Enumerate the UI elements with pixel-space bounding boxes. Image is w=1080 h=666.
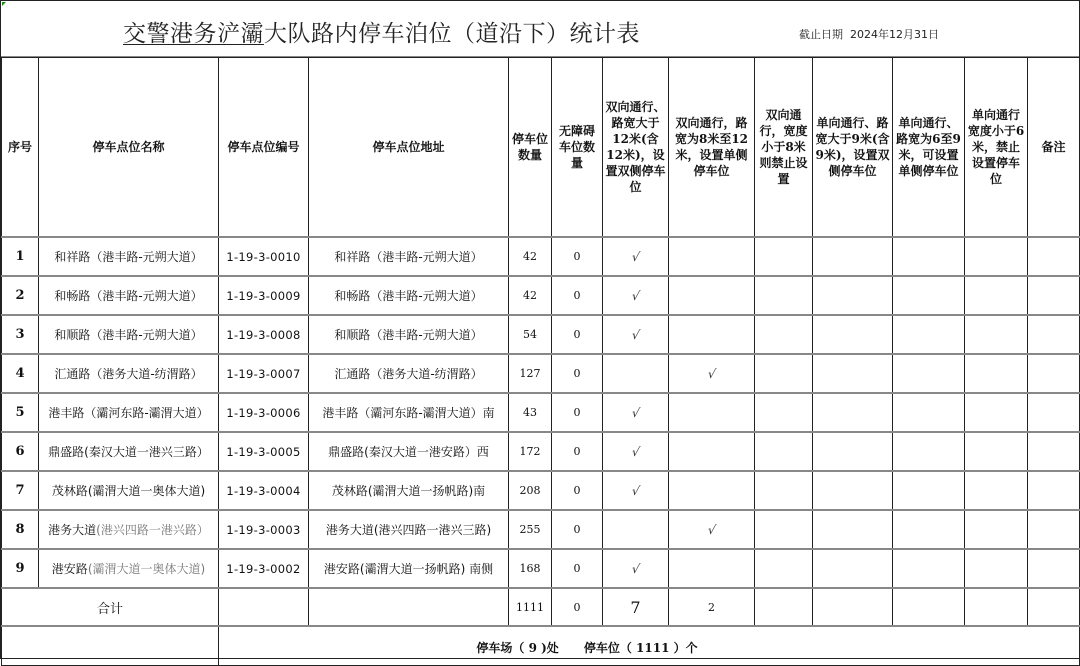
cell-two-way-lt8[interactable]: [755, 393, 813, 432]
cell-one-way-lt6[interactable]: [965, 471, 1028, 510]
name-text: 港安路: [51, 562, 88, 576]
cell-two-way-8-12[interactable]: [669, 276, 755, 315]
cell-remarks[interactable]: [1028, 315, 1080, 354]
cell-two-way-ge12[interactable]: [603, 315, 669, 354]
cell-seq[interactable]: 3: [2, 315, 39, 354]
cell-remarks[interactable]: [1028, 393, 1080, 432]
cell-accessible[interactable]: 0: [552, 549, 603, 588]
cell-two-way-8-12[interactable]: [669, 393, 755, 432]
cell-one-way-ge9[interactable]: [813, 354, 893, 393]
cell-one-way-ge9[interactable]: [813, 315, 893, 354]
cell-seq[interactable]: 1: [2, 237, 39, 276]
cell-two-way-8-12[interactable]: [669, 432, 755, 471]
cell-spaces[interactable]: 43: [509, 393, 552, 432]
cell-spaces[interactable]: 54: [509, 315, 552, 354]
table-row: [2, 432, 1080, 471]
cell-address[interactable]: 鼎盛路(秦汉大道一港安路）西: [309, 432, 509, 471]
name-text: 和畅路（港丰路-元朔大道）: [54, 289, 203, 303]
cell-seq[interactable]: 5: [2, 393, 39, 432]
table-row: [2, 471, 1080, 510]
header-one-way-6-9: 单向通行、路宽为6至9米，可设置单侧停车位: [893, 58, 965, 238]
cell-two-way-ge12[interactable]: [603, 393, 669, 432]
cell-remarks[interactable]: [1028, 354, 1080, 393]
cell-remarks[interactable]: [1028, 549, 1080, 588]
header-accessible: 无障碍车位数量: [552, 58, 603, 238]
cell-two-way-8-12[interactable]: [669, 549, 755, 588]
header-code: 停车点位编号: [219, 58, 309, 238]
cell-two-way-lt8[interactable]: [755, 276, 813, 315]
cell-remarks[interactable]: [1028, 471, 1080, 510]
cell-name[interactable]: [39, 237, 219, 276]
cell-address[interactable]: 和祥路（港丰路-元朔大道）: [309, 237, 509, 276]
cell-code[interactable]: 1-19-3-0009: [219, 276, 309, 315]
header-two-way-ge12: 双向通行、路宽大于12米(含12米)，设置双侧停车位: [603, 58, 669, 238]
cell-address[interactable]: 和畅路（港丰路-元朔大道）: [309, 276, 509, 315]
cell-one-way-6-9[interactable]: [893, 276, 965, 315]
cell-one-way-6-9[interactable]: [893, 510, 965, 549]
cell-one-way-ge9[interactable]: [813, 276, 893, 315]
cell-one-way-ge9[interactable]: [813, 432, 893, 471]
cell-remarks[interactable]: [1028, 276, 1080, 315]
name-text-gray: (灞渭大道一奥体大道): [87, 562, 206, 576]
total-row: [2, 588, 1080, 626]
cell-code[interactable]: 1-19-3-0007: [219, 354, 309, 393]
cell-spaces[interactable]: 42: [509, 276, 552, 315]
cell-address[interactable]: 港务大道(港兴四路一港兴三路): [309, 510, 509, 549]
name-text: 茂林路(灞渭大道一奥体大道): [51, 484, 206, 498]
cell-one-way-ge9[interactable]: [813, 510, 893, 549]
cell-name[interactable]: [39, 471, 219, 510]
cell-one-way-6-9[interactable]: [893, 393, 965, 432]
cell-spaces[interactable]: 127: [509, 354, 552, 393]
cell-code[interactable]: 1-19-3-0003: [219, 510, 309, 549]
cell-two-way-lt8[interactable]: [755, 237, 813, 276]
summary-cell[interactable]: [219, 626, 1080, 666]
page-title: [123, 15, 640, 48]
cell-one-way-6-9[interactable]: [893, 432, 965, 471]
header-two-way-lt8: 双向通行，宽度小于8米则禁止设置: [755, 58, 813, 238]
header-one-way-ge9: 单向通行、路宽大于9米(含9米)，设置双侧停车位: [813, 58, 893, 238]
cell-one-way-ge9[interactable]: [813, 549, 893, 588]
check-icon: √: [706, 366, 717, 381]
cell-code[interactable]: 1-19-3-0010: [219, 237, 309, 276]
cell-name[interactable]: [39, 432, 219, 471]
cell-seq[interactable]: 9: [2, 549, 39, 588]
cell-one-way-lt6[interactable]: [965, 315, 1028, 354]
cell-spaces[interactable]: 208: [509, 471, 552, 510]
total-two-way-ge12[interactable]: 7: [603, 588, 669, 626]
cell-address[interactable]: 和顺路（港丰路-元朔大道）: [309, 315, 509, 354]
cell-address[interactable]: 茂林路(灞渭大道一扬帆路)南: [309, 471, 509, 510]
cell-two-way-8-12[interactable]: [669, 315, 755, 354]
cell-address[interactable]: 港丰路（灞河东路-灞渭大道）南: [309, 393, 509, 432]
title-row: [1, 1, 1079, 58]
cell-remarks[interactable]: [1028, 510, 1080, 549]
cell-one-way-lt6[interactable]: [965, 393, 1028, 432]
title-underlined: 交警港务浐灞: [123, 21, 264, 47]
cell-two-way-8-12[interactable]: [669, 510, 755, 549]
total-code-empty[interactable]: [219, 588, 309, 626]
name-text: 汇通路（港务大道-纺渭路）: [54, 367, 203, 381]
cell-code[interactable]: 1-19-3-0002: [219, 549, 309, 588]
cell-accessible[interactable]: 0: [552, 237, 603, 276]
cell-two-way-lt8[interactable]: [755, 315, 813, 354]
cell-two-way-8-12[interactable]: [669, 471, 755, 510]
cell-one-way-6-9[interactable]: [893, 354, 965, 393]
cell-spaces[interactable]: 172: [509, 432, 552, 471]
cell-two-way-8-12[interactable]: [669, 237, 755, 276]
cell-address[interactable]: 港安路(灞渭大道一扬帆路) 南侧: [309, 549, 509, 588]
total-empty[interactable]: [755, 588, 813, 626]
table-row: [2, 354, 1080, 393]
cell-accessible[interactable]: 0: [552, 393, 603, 432]
cell-seq[interactable]: 8: [2, 510, 39, 549]
header-one-way-lt6: 单向通行宽度小于6米，禁止设置停车位: [965, 58, 1028, 238]
cell-accessible[interactable]: 0: [552, 510, 603, 549]
check-icon: √: [630, 249, 641, 264]
cell-name[interactable]: [39, 510, 219, 549]
cell-accessible[interactable]: 0: [552, 471, 603, 510]
total-two-way-8-12[interactable]: 2: [669, 588, 755, 626]
cell-one-way-ge9[interactable]: [813, 393, 893, 432]
table-row: [2, 276, 1080, 315]
table-row: [2, 315, 1080, 354]
cell-seq[interactable]: 6: [2, 432, 39, 471]
cell-code[interactable]: 1-19-3-0005: [219, 432, 309, 471]
cell-address[interactable]: 汇通路（港务大道-纺渭路）: [309, 354, 509, 393]
check-icon: √: [630, 483, 641, 498]
header-two-way-8-12: 双向通行，路宽为8米至12米，设置单侧停车位: [669, 58, 755, 238]
cell-seq[interactable]: 4: [2, 354, 39, 393]
cell-name[interactable]: [39, 315, 219, 354]
cell-comment-marker: [2, 2, 6, 6]
cell-code[interactable]: 1-19-3-0008: [219, 315, 309, 354]
cell-code[interactable]: 1-19-3-0004: [219, 471, 309, 510]
cell-one-way-lt6[interactable]: [965, 549, 1028, 588]
total-empty[interactable]: [965, 588, 1028, 626]
check-icon: √: [630, 561, 641, 576]
cell-two-way-ge12[interactable]: [603, 510, 669, 549]
total-label[interactable]: 合计: [2, 588, 219, 626]
cell-one-way-6-9[interactable]: [893, 549, 965, 588]
total-address-empty[interactable]: [309, 588, 509, 626]
total-accessible[interactable]: 0: [552, 588, 603, 626]
cell-two-way-ge12[interactable]: [603, 432, 669, 471]
cell-two-way-ge12[interactable]: [603, 471, 669, 510]
cell-accessible[interactable]: 0: [552, 276, 603, 315]
cell-accessible[interactable]: 0: [552, 315, 603, 354]
cell-two-way-8-12[interactable]: [669, 354, 755, 393]
cell-two-way-ge12[interactable]: [603, 276, 669, 315]
cell-accessible[interactable]: 0: [552, 432, 603, 471]
check-icon: √: [630, 444, 641, 459]
cell-spaces[interactable]: 42: [509, 237, 552, 276]
check-icon: √: [706, 522, 717, 537]
cell-two-way-ge12[interactable]: [603, 237, 669, 276]
cell-name[interactable]: [39, 276, 219, 315]
name-text: 鼎盛路(秦汉大道一港兴三路）: [48, 445, 209, 459]
total-empty[interactable]: [1028, 588, 1080, 626]
cell-spaces[interactable]: 255: [509, 510, 552, 549]
cell-one-way-6-9[interactable]: [893, 237, 965, 276]
table-row: [2, 549, 1080, 588]
deadline-date: 2024年12月31日: [850, 28, 939, 41]
cell-remarks[interactable]: [1028, 432, 1080, 471]
cell-one-way-lt6[interactable]: [965, 432, 1028, 471]
cell-two-way-lt8[interactable]: [755, 471, 813, 510]
summary-row: [2, 626, 1080, 666]
header-address: 停车点位地址: [309, 58, 509, 238]
cell-name[interactable]: [39, 393, 219, 432]
cell-two-way-lt8[interactable]: [755, 432, 813, 471]
cell-one-way-ge9[interactable]: [813, 471, 893, 510]
check-icon: √: [630, 405, 641, 420]
cell-one-way-ge9[interactable]: [813, 237, 893, 276]
cell-one-way-6-9[interactable]: [893, 471, 965, 510]
name-text: 港丰路（灞河东路-灞渭大道）: [48, 406, 209, 420]
check-icon: √: [630, 288, 641, 303]
cell-remarks[interactable]: [1028, 237, 1080, 276]
header-remarks: 备注: [1028, 58, 1080, 238]
cell-two-way-lt8[interactable]: [755, 510, 813, 549]
cell-spaces[interactable]: 168: [509, 549, 552, 588]
cell-seq[interactable]: 7: [2, 471, 39, 510]
cell-one-way-lt6[interactable]: [965, 237, 1028, 276]
header-seq: 序号: [2, 58, 39, 238]
parking-table: [1, 57, 1080, 666]
deadline-label: 截止日期: [799, 28, 843, 41]
cell-name[interactable]: [39, 549, 219, 588]
check-icon: √: [630, 327, 641, 342]
header-spaces: 停车位数量: [509, 58, 552, 238]
cell-seq[interactable]: 2: [2, 276, 39, 315]
summary-empty[interactable]: [2, 626, 219, 666]
cell-code[interactable]: 1-19-3-0006: [219, 393, 309, 432]
total-empty[interactable]: [813, 588, 893, 626]
cell-one-way-lt6[interactable]: [965, 354, 1028, 393]
table-row: [2, 237, 1080, 276]
cell-two-way-ge12[interactable]: [603, 354, 669, 393]
cell-two-way-lt8[interactable]: [755, 354, 813, 393]
table-row: [2, 393, 1080, 432]
total-spaces[interactable]: 1111: [509, 588, 552, 626]
title-rest: 大队路内停车泊位（道沿下）统计表: [264, 21, 640, 47]
cell-two-way-ge12[interactable]: [603, 549, 669, 588]
cell-name[interactable]: [39, 354, 219, 393]
name-text: 和顺路（港丰路-元朔大道）: [54, 328, 203, 342]
cell-one-way-6-9[interactable]: [893, 315, 965, 354]
cell-one-way-lt6[interactable]: [965, 510, 1028, 549]
header-row: [2, 58, 1080, 238]
name-text: 和祥路（港丰路-元朔大道）: [54, 250, 203, 264]
name-text-gray: (港兴四路一港兴路）: [96, 523, 209, 537]
total-empty[interactable]: [893, 588, 965, 626]
deadline: [799, 26, 939, 42]
name-text: 港务大道: [48, 523, 97, 537]
summary-text: 停车场（ 9 )处 停车位（ 1111 ）个: [476, 640, 698, 655]
cell-accessible[interactable]: 0: [552, 354, 603, 393]
header-name: 停车点位名称: [39, 58, 219, 238]
cell-one-way-lt6[interactable]: [965, 276, 1028, 315]
table-row: [2, 510, 1080, 549]
cell-two-way-lt8[interactable]: [755, 549, 813, 588]
